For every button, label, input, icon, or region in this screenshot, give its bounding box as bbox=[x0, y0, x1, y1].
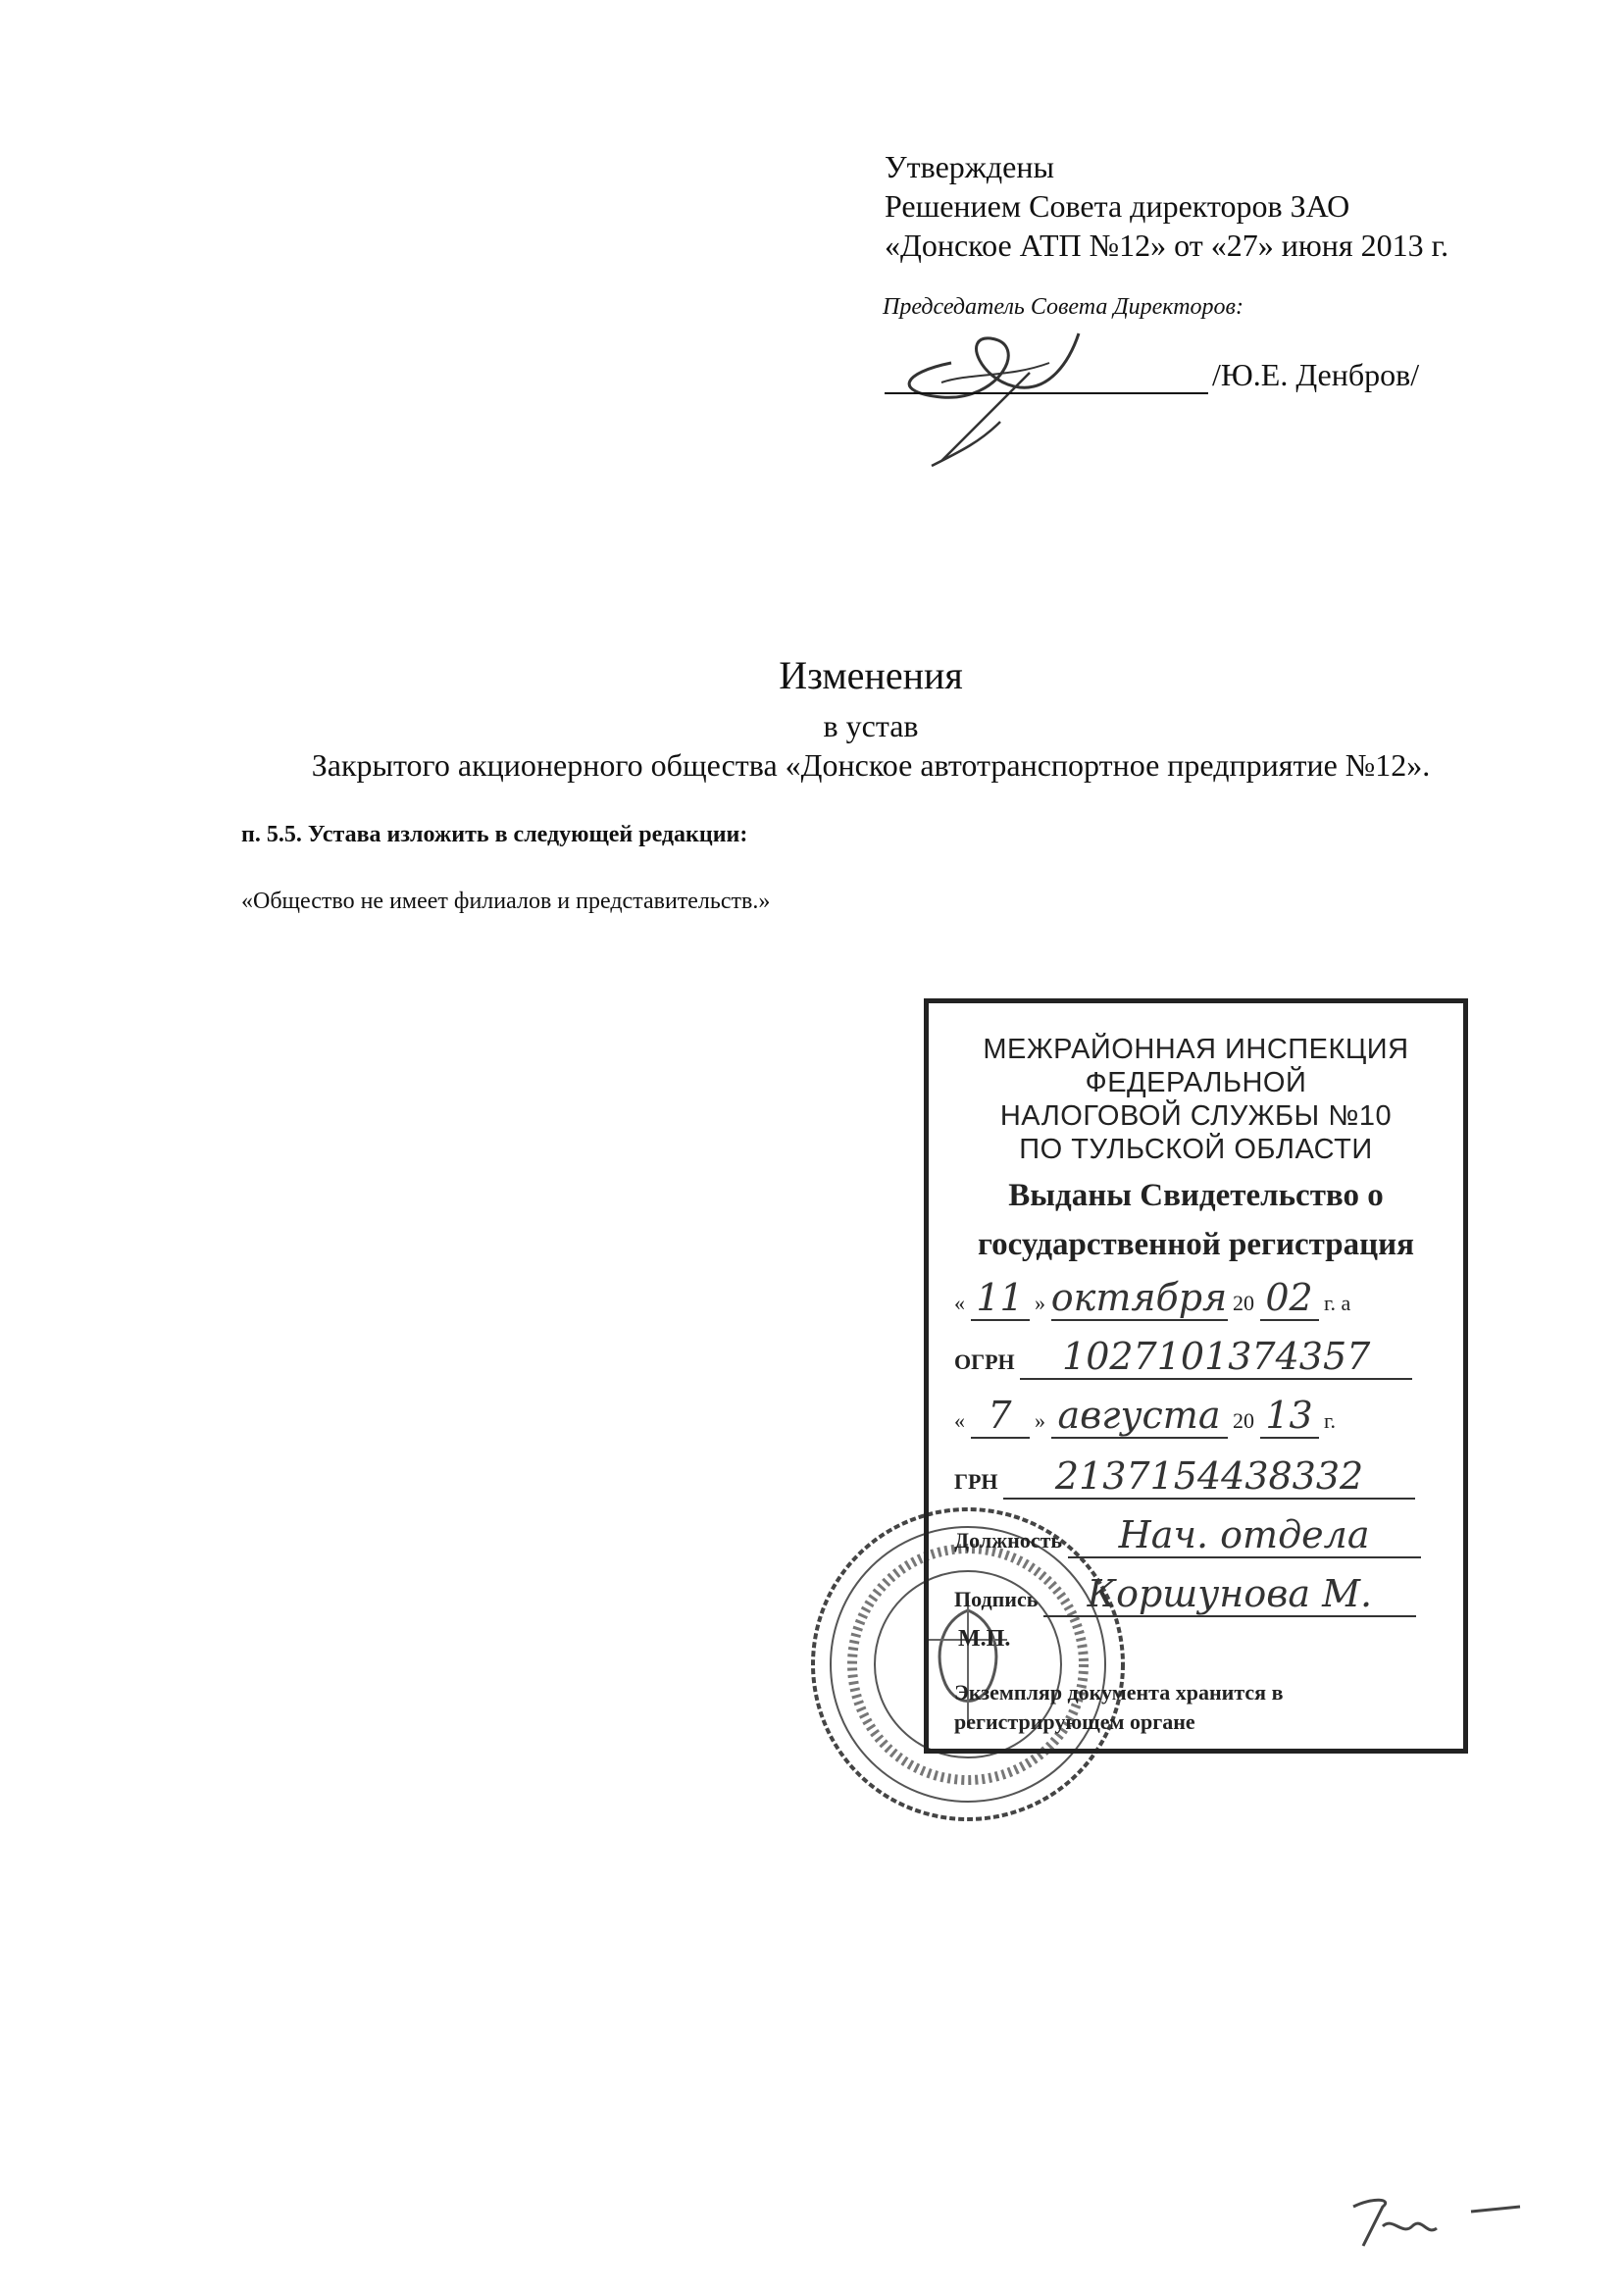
stamp-seal-label: М.П. bbox=[958, 1626, 1011, 1652]
date-1-suffix: г. а bbox=[1324, 1291, 1351, 1315]
position-value: Нач. отдела bbox=[1068, 1513, 1421, 1558]
date-2-year-prefix: 20 bbox=[1233, 1408, 1254, 1433]
grn-value: 2137154438332 bbox=[1003, 1454, 1415, 1500]
stamp-line-3: НАЛОГОВОЙ СЛУЖБЫ №10 bbox=[999, 1100, 1393, 1132]
company-name: Закрытого акционерного общества «Донское автотранспортное предприятие №12». bbox=[311, 747, 1431, 783]
stamp-signature-row bbox=[954, 1572, 1464, 1617]
document-subtitle: в устав bbox=[823, 708, 919, 743]
stamp-ogrn-row bbox=[954, 1335, 1464, 1380]
date-1-mid-quote: » bbox=[1035, 1291, 1045, 1315]
date-1-day: 11 bbox=[971, 1276, 1030, 1321]
approval-line-1: Утверждены bbox=[885, 149, 1054, 184]
document-title: Изменения bbox=[779, 653, 963, 697]
grn-label: ГРН bbox=[954, 1469, 998, 1494]
date-2-suffix: г. bbox=[1324, 1408, 1337, 1433]
approval-line-3: «Донское АТП №12» от «27» июня 2013 г. bbox=[885, 228, 1449, 263]
stamp-line-4: ПО ТУЛЬСКОЙ ОБЛАСТИ bbox=[1019, 1134, 1373, 1165]
chair-label: Председатель Совета Директоров: bbox=[883, 294, 1243, 320]
approval-line-2: Решением Совета директоров ЗАО bbox=[885, 188, 1350, 224]
stamp-line-1: МЕЖРАЙОННАЯ ИНСПЕКЦИЯ bbox=[983, 1034, 1409, 1065]
date-1-month: октября bbox=[1050, 1276, 1228, 1319]
date-1-year: 02 bbox=[1260, 1276, 1319, 1321]
date-2-open-quote: « bbox=[954, 1408, 965, 1433]
approval-block bbox=[885, 147, 1448, 265]
date-1-open-quote: « bbox=[954, 1291, 965, 1315]
stamp-footer-2: регистрирующем органе bbox=[954, 1709, 1195, 1734]
stamp-line-5: Выданы Свидетельство о bbox=[1008, 1178, 1384, 1213]
signature-label: Подпись bbox=[954, 1587, 1039, 1611]
stamp-date-row-2 bbox=[954, 1394, 1464, 1439]
date-2-month: августа bbox=[1051, 1394, 1228, 1439]
stamp-grn-row bbox=[954, 1454, 1464, 1500]
stamp-date-row-1 bbox=[954, 1276, 1464, 1321]
registration-stamp bbox=[924, 998, 1468, 1754]
handwritten-signature bbox=[883, 304, 1138, 471]
signature-value: Коршунова М. bbox=[1043, 1572, 1416, 1617]
stamp-footer-1: Экземпляр документа хранится в bbox=[954, 1680, 1284, 1705]
clause-heading: п. 5.5. Устава изложить в следующей редакции: bbox=[241, 822, 748, 847]
handwritten-initials bbox=[1334, 2187, 1530, 2256]
ogrn-value: 1027101374357 bbox=[1020, 1335, 1412, 1380]
ogrn-label: ОГРН bbox=[954, 1349, 1015, 1374]
clause-text: «Общество не имеет филиалов и представительств.» bbox=[241, 889, 771, 914]
date-2-year: 13 bbox=[1260, 1394, 1319, 1439]
date-2-mid-quote: » bbox=[1035, 1408, 1045, 1433]
signature-line bbox=[885, 392, 1208, 394]
stamp-line-2: ФЕДЕРАЛЬНОЙ bbox=[1085, 1067, 1307, 1098]
stamp-position-row bbox=[954, 1513, 1464, 1558]
stamp-line-6: государственной регистрация bbox=[978, 1227, 1414, 1262]
position-label: Должность bbox=[954, 1528, 1063, 1553]
date-1-year-prefix: 20 bbox=[1233, 1291, 1254, 1315]
signatory-name: /Ю.Е. Денбров/ bbox=[1212, 357, 1420, 392]
date-2-day: 7 bbox=[971, 1394, 1030, 1439]
